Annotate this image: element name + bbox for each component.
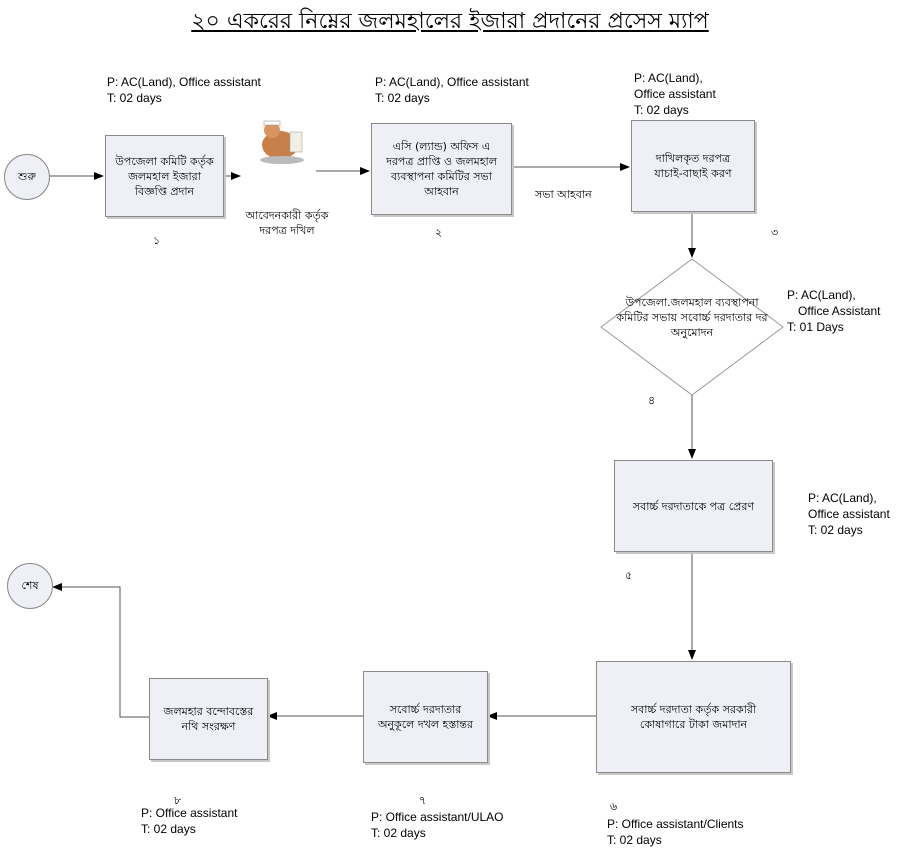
step-5-box: সবার্চ্চ দরদাতাকে পত্র প্রেরণ — [614, 460, 773, 552]
step-5-people-2: Office assistant — [808, 507, 890, 521]
step-2-people: P: AC(Land), Office assistant — [375, 75, 529, 89]
step-7-people: P: Office assistant/ULAO — [371, 810, 504, 824]
step-4-number: ৪ — [648, 394, 656, 407]
step-4-people-2: Office Assistant — [798, 304, 881, 318]
step-7-box: সবোর্চ্চ দরদাতার অনুকূলে দখল হস্তান্তর — [363, 671, 488, 763]
step-3-time: T: 02 days — [634, 103, 689, 117]
step-3-people: P: AC(Land), — [634, 71, 703, 85]
end-node: শেষ — [7, 563, 53, 609]
step-6-people: P: Office assistant/Clients — [607, 817, 744, 831]
step-5-people: P: AC(Land), — [808, 491, 877, 505]
applicant-person-icon — [260, 121, 304, 164]
step-2-time: T: 02 days — [375, 91, 430, 105]
step-2-box: এসি (ল্যান্ড) অফিস এ দরপত্র প্রাপ্তি ও জলমহাল ব্যবস্থাপনা কমিটির সভা আহবান — [371, 123, 512, 215]
step-6-number: ৬ — [610, 800, 618, 813]
applicant-label: আবেদনকারী কর্তৃক দরপত্র দখিল — [245, 209, 329, 237]
step-8-time: T: 02 days — [141, 822, 196, 836]
step-4-text: উপজেলা.জলমহাল ব্যবস্থাপনা কমিটির সভায় সবোর্চ্চ দরদাতার দর অনুমোদন — [616, 296, 768, 339]
step-1-number: ১ — [153, 234, 161, 247]
step-3-box: দাখিলকৃত দরপত্র যাচাই-বাছাই করণ — [631, 120, 755, 212]
step-6-time: T: 02 days — [607, 833, 662, 847]
step-3-number: ৩ — [771, 226, 779, 239]
arrow-8-end — [53, 587, 149, 717]
step-1-box: উপজেলা কমিটি কর্তৃক জলমহাল ইজারা বিজ্ঞপ্তি প্রদান — [105, 135, 224, 217]
step-4-people: P: AC(Land), — [787, 288, 856, 302]
step-5-number: ৫ — [625, 569, 633, 582]
start-node: শুরু — [4, 154, 50, 200]
step-6-box: সবার্চ্চ দরদাতা কর্তৃক সরকারী কোষাগারে টাকা জমাদান — [596, 661, 791, 773]
meeting-label: সভা আহবান — [535, 188, 592, 201]
step-5-time: T: 02 days — [808, 523, 863, 537]
step-3-people-2: Office assistant — [634, 87, 716, 101]
step-8-box: জলমহার বন্দোবস্তের নথি সংরক্ষণ — [149, 678, 268, 760]
step-7-number: ৭ — [419, 794, 427, 807]
step-7-time: T: 02 days — [371, 826, 426, 840]
step-2-number: ২ — [435, 226, 443, 239]
step-8-number: ৮ — [174, 794, 182, 807]
step-4-time: T: 01 Days — [787, 320, 844, 334]
diagram-title: ২০ একরের নিম্নের জলমহালের ইজারা প্রদানের প্রসেস ম্যাপ — [191, 9, 709, 34]
step-1-people: P: AC(Land), Office assistant — [107, 75, 261, 89]
step-8-people: P: Office assistant — [141, 806, 238, 820]
step-1-time: T: 02 days — [107, 91, 162, 105]
